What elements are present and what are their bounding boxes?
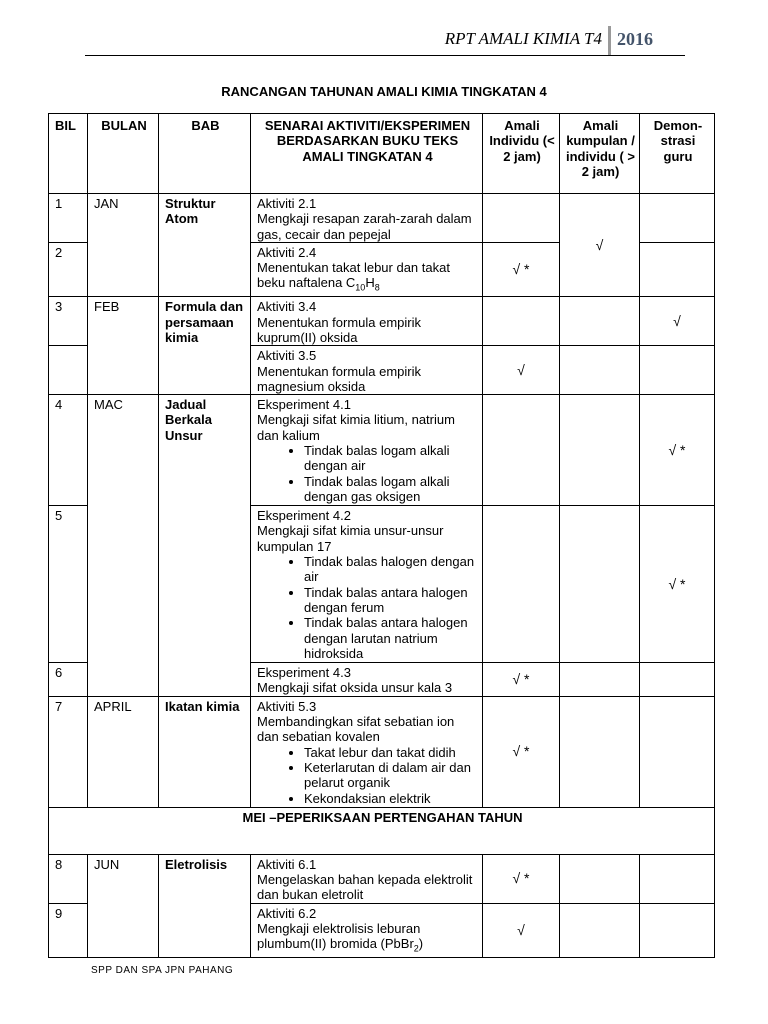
activity-cell xyxy=(251,395,483,506)
table-row xyxy=(49,854,715,903)
list-item: • Tindak balas antara halogen dengan larutan natrium hidroksida xyxy=(304,615,478,661)
bil-cell: 4 xyxy=(49,395,88,506)
col-header-individu: Amali Individu (< 2 jam) xyxy=(483,114,560,194)
bab-cell: Struktur Atom xyxy=(159,194,251,297)
list-item: • Tindak balas logam alkali dengan gas oksigen xyxy=(304,474,478,505)
individu-mark: √ xyxy=(483,346,560,395)
bil-cell: 6 xyxy=(49,663,88,697)
activity-cell xyxy=(251,194,483,243)
activity-description: Mengkaji sifat kimia litium, natrium dan kalium xyxy=(257,412,455,443)
activity-description: Menentukan formula empirik kuprum(II) oksida xyxy=(257,314,422,345)
table-row xyxy=(49,696,715,807)
col-header-kumpulan: Amali kumpulan / individu ( > 2 jam) xyxy=(560,114,640,194)
activity-description: Mengkaji resapan zarah-zarah dalam gas, cecair dan pepejal xyxy=(257,211,472,242)
bil-cell: 9 xyxy=(49,903,88,957)
demo-mark xyxy=(640,854,715,903)
kumpulan-mark xyxy=(560,346,640,395)
kumpulan-mark xyxy=(560,854,640,903)
mid-year-exam-label: MEI –PEPERIKSAAN PERTENGAHAN TAHUN xyxy=(49,807,715,854)
activity-description: Mengelaskan bahan kepada elektrolit dan bukan eletrolit xyxy=(257,872,473,903)
individu-mark xyxy=(483,395,560,506)
individu-mark: √ * xyxy=(483,663,560,697)
activity-description: Menentukan takat lebur dan takat beku naftalena C xyxy=(257,260,450,291)
activity-description-cont: ) xyxy=(418,936,424,952)
bulan-cell: JAN xyxy=(88,194,159,297)
bil-cell: 5 xyxy=(49,506,88,663)
individu-mark: √ * xyxy=(483,854,560,903)
table-row xyxy=(49,395,715,506)
activity-title: Aktiviti 5.3 xyxy=(257,698,317,714)
individu-mark: √ xyxy=(483,903,560,957)
bil-cell: 2 xyxy=(49,242,88,296)
table-header-row xyxy=(49,114,715,194)
demo-mark xyxy=(640,242,715,296)
subscript: 8 xyxy=(374,283,380,294)
activity-title: Aktiviti 2.1 xyxy=(257,196,317,211)
kumpulan-mark xyxy=(560,663,640,697)
bab-cell: Ikatan kimia xyxy=(159,696,251,807)
individu-mark: √ * xyxy=(483,242,560,296)
kumpulan-mark xyxy=(560,696,640,807)
activity-cell xyxy=(251,663,483,697)
bullet-list xyxy=(257,554,478,661)
activity-cell xyxy=(251,297,483,346)
col-header-demo: Demon-strasi guru xyxy=(640,114,715,194)
bulan-cell: MAC xyxy=(88,395,159,697)
activity-description: Menentukan formula empirik magnesium oksida xyxy=(257,363,422,394)
col-header-senarai: SENARAI AKTIVITI/EKSPERIMEN BERDASARKAN BUKU TEKS AMALI TINGKATAN 4 xyxy=(251,114,483,194)
table-row xyxy=(49,194,715,243)
list-item: • Tindak balas antara halogen dengan ferum xyxy=(304,585,478,616)
subscript: 2 xyxy=(413,943,419,954)
activity-cell xyxy=(251,506,483,663)
demo-mark xyxy=(640,663,715,697)
bulan-cell: APRIL xyxy=(88,696,159,807)
list-item: • Tindak balas logam alkali dengan air xyxy=(304,443,478,474)
activity-cell xyxy=(251,696,483,807)
demo-mark xyxy=(640,346,715,395)
plan-table xyxy=(48,113,715,958)
demo-mark: √ * xyxy=(640,506,715,663)
activity-description: Mengkaji elektrolisis leburan plumbum(II) bromida (PbBr xyxy=(257,920,421,952)
header-title: RPT AMALI KIMIA T4 xyxy=(444,29,602,48)
kumpulan-mark xyxy=(560,506,640,663)
demo-mark: √ * xyxy=(640,395,715,506)
activity-title: Aktiviti 2.4 xyxy=(257,244,317,260)
subscript: 10 xyxy=(355,283,366,294)
col-header-bulan: BULAN xyxy=(88,114,159,194)
demo-mark: √ xyxy=(640,297,715,346)
bil-cell xyxy=(49,346,88,395)
activity-title: Aktiviti 6.1 xyxy=(257,856,317,872)
list-item: • Takat lebur dan takat didih xyxy=(304,745,478,760)
bulan-cell: FEB xyxy=(88,297,159,395)
kumpulan-mark xyxy=(560,395,640,506)
footer-text: SPP DAN SPA JPN PAHANG xyxy=(91,965,234,976)
activity-title: Aktiviti 6.2 xyxy=(257,905,317,921)
activity-cell xyxy=(251,346,483,395)
bulan-cell: JUN xyxy=(88,854,159,957)
col-header-bab: BAB xyxy=(159,114,251,194)
bil-cell: 7 xyxy=(49,696,88,807)
table-row xyxy=(49,297,715,346)
activity-description-cont: H xyxy=(365,275,375,291)
individu-mark xyxy=(483,506,560,663)
list-item: • Keterlarutan di dalam air dan pelarut organik xyxy=(304,760,478,791)
mid-year-exam-row xyxy=(49,807,715,854)
kumpulan-mark xyxy=(560,903,640,957)
activity-cell xyxy=(251,242,483,296)
bab-cell: Jadual Berkala Unsur xyxy=(159,395,251,697)
header-year: 2016 xyxy=(617,29,653,49)
kumpulan-mark: √ xyxy=(560,194,640,297)
individu-mark xyxy=(483,194,560,243)
bullet-list xyxy=(257,443,478,504)
activity-description: Membandingkan sifat sebatian ion dan sebatian kovalen xyxy=(257,714,455,745)
header-rule xyxy=(85,55,685,56)
bullet-list xyxy=(257,745,478,806)
activity-description: Mengkaji sifat oksida unsur kala 3 xyxy=(257,680,453,696)
document-title: RANCANGAN TAHUNAN AMALI KIMIA TINGKATAN 4 xyxy=(221,84,547,99)
bil-cell: 1 xyxy=(49,194,88,243)
list-item: • Kekondaksian elektrik xyxy=(304,791,478,806)
demo-mark xyxy=(640,194,715,243)
activity-title: Eksperiment 4.1 xyxy=(257,397,351,413)
activity-cell xyxy=(251,854,483,903)
bab-cell: Formula dan persamaan kimia xyxy=(159,297,251,395)
activity-title: Eksperiment 4.2 xyxy=(257,508,351,524)
activity-title: Aktiviti 3.5 xyxy=(257,348,317,364)
activity-title: Aktiviti 3.4 xyxy=(257,299,317,315)
activity-description: Mengkaji sifat kimia unsur-unsur kumpulan 17 xyxy=(257,523,444,554)
header-divider xyxy=(608,26,611,55)
bil-cell: 3 xyxy=(49,297,88,346)
individu-mark xyxy=(483,297,560,346)
demo-mark xyxy=(640,903,715,957)
individu-mark: √ * xyxy=(483,696,560,807)
col-header-bil: BIL xyxy=(49,114,88,194)
demo-mark xyxy=(640,696,715,807)
bil-cell: 8 xyxy=(49,854,88,903)
bab-cell: Eletrolisis xyxy=(159,854,251,957)
kumpulan-mark xyxy=(560,297,640,346)
activity-cell xyxy=(251,903,483,957)
activity-title: Eksperiment 4.3 xyxy=(257,665,351,681)
list-item: • Tindak balas halogen dengan air xyxy=(304,554,478,585)
